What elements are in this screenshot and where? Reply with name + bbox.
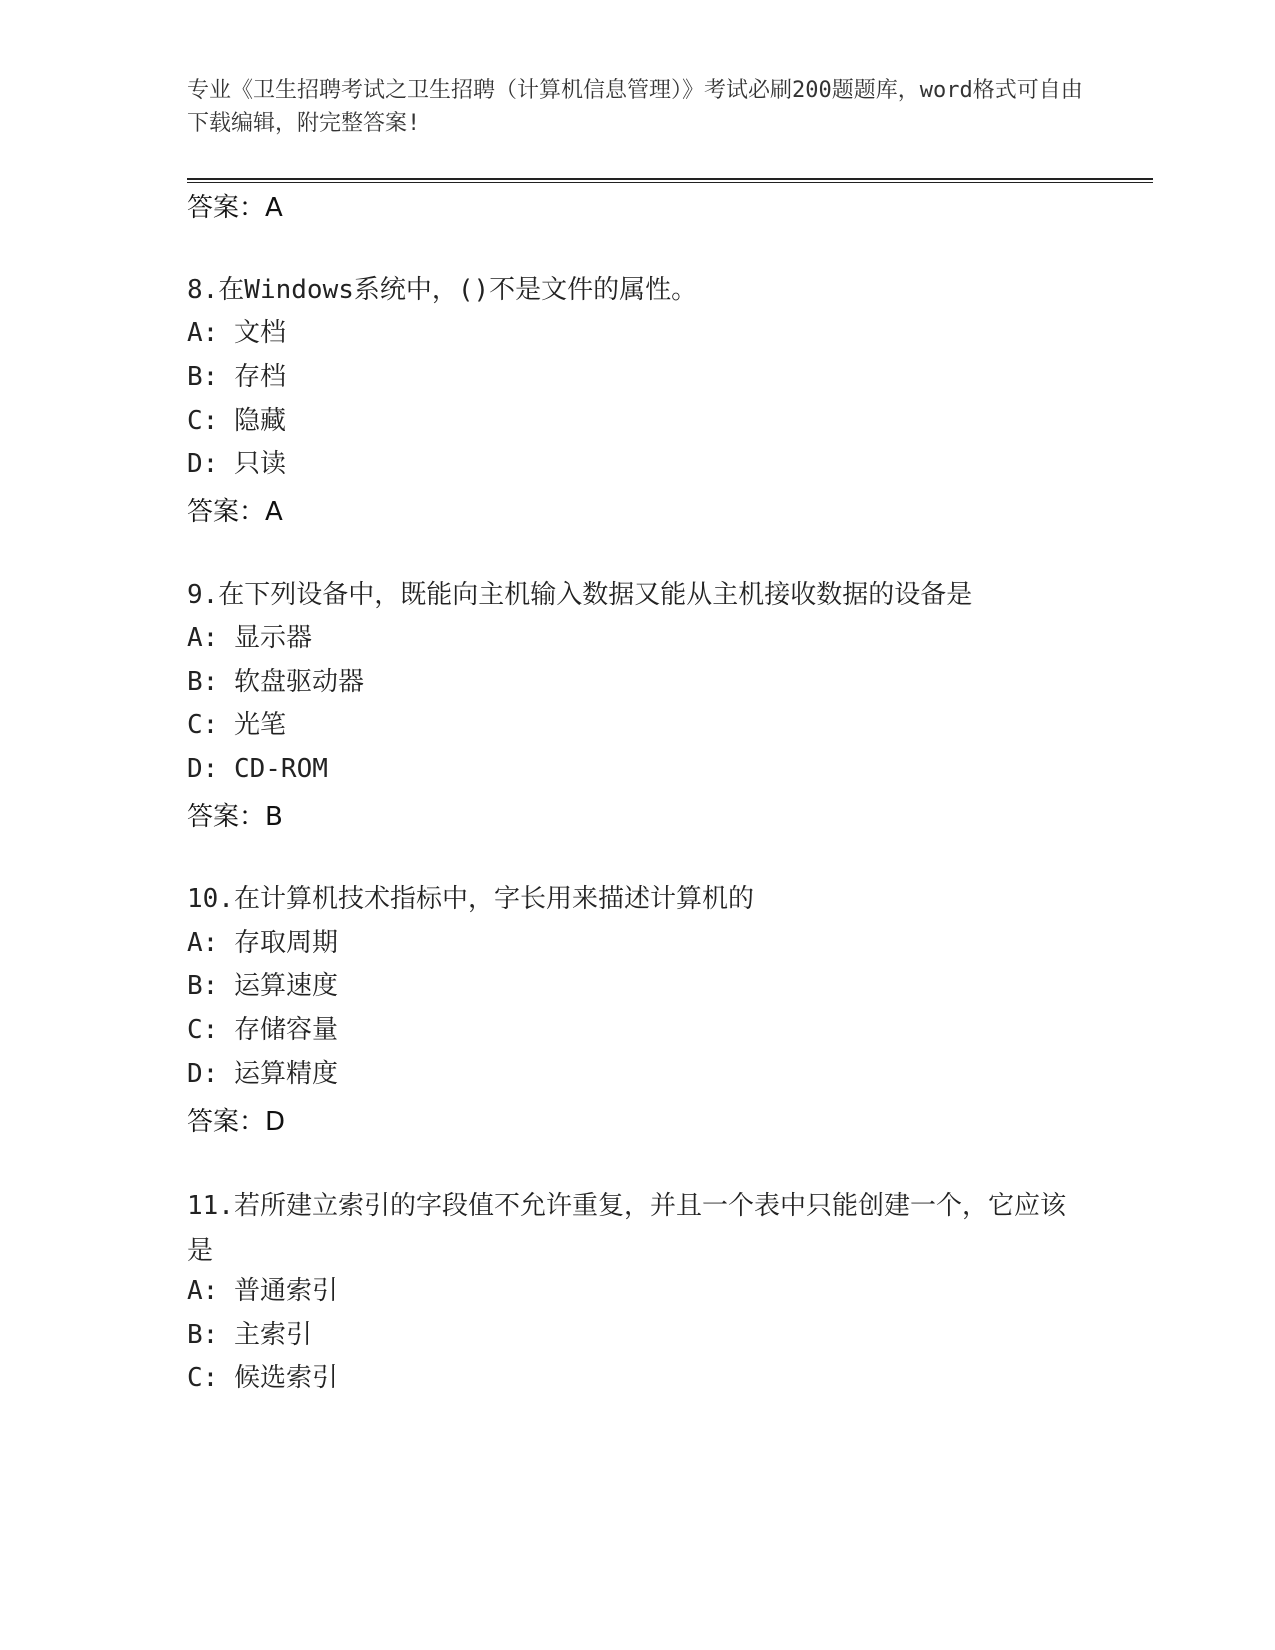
question-9-answer: 答案：B xyxy=(187,802,283,832)
question-10-answer: 答案：D xyxy=(187,1107,286,1137)
header-divider xyxy=(187,178,1153,183)
question-8-option-c: C: 隐藏 xyxy=(187,406,286,436)
question-10-option-c: C: 存储容量 xyxy=(187,1015,338,1045)
question-8-stem: 8.在Windows系统中，()不是文件的属性。 xyxy=(187,275,698,305)
question-8-answer: 答案：A xyxy=(187,497,283,527)
question-10-option-a: A: 存取周期 xyxy=(187,928,338,958)
question-9-option-c: C: 光笔 xyxy=(187,710,286,740)
question-9-option-d: D: CD-ROM xyxy=(187,754,328,784)
question-10-option-b: B: 运算速度 xyxy=(187,971,338,1001)
question-10-stem: 10.在计算机技术指标中，字长用来描述计算机的 xyxy=(187,884,754,914)
document-header: 专业《卫生招聘考试之卫生招聘（计算机信息管理）》考试必刷200题题库，word格式可自由下载编辑，附完整答案! xyxy=(187,78,1083,136)
question-8-option-d: D: 只读 xyxy=(187,449,286,479)
question-11-stem: 11.若所建立索引的字段值不允许重复，并且一个表中只能创建一个，它应该是 xyxy=(187,1191,1066,1266)
question-8-option-b: B: 存档 xyxy=(187,362,286,392)
question-9-option-b: B: 软盘驱动器 xyxy=(187,667,364,697)
question-9-stem: 9.在下列设备中，既能向主机输入数据又能从主机接收数据的设备是 xyxy=(187,580,973,610)
question-11-option-c: C: 候选索引 xyxy=(187,1363,338,1393)
question-10-option-d: D: 运算精度 xyxy=(187,1059,338,1089)
question-11-option-a: A: 普通索引 xyxy=(187,1276,338,1306)
question-8-option-a: A: 文档 xyxy=(187,318,286,348)
question-9-option-a: A: 显示器 xyxy=(187,623,312,653)
previous-answer: 答案：A xyxy=(187,193,283,223)
question-11-option-b: B: 主索引 xyxy=(187,1320,312,1350)
